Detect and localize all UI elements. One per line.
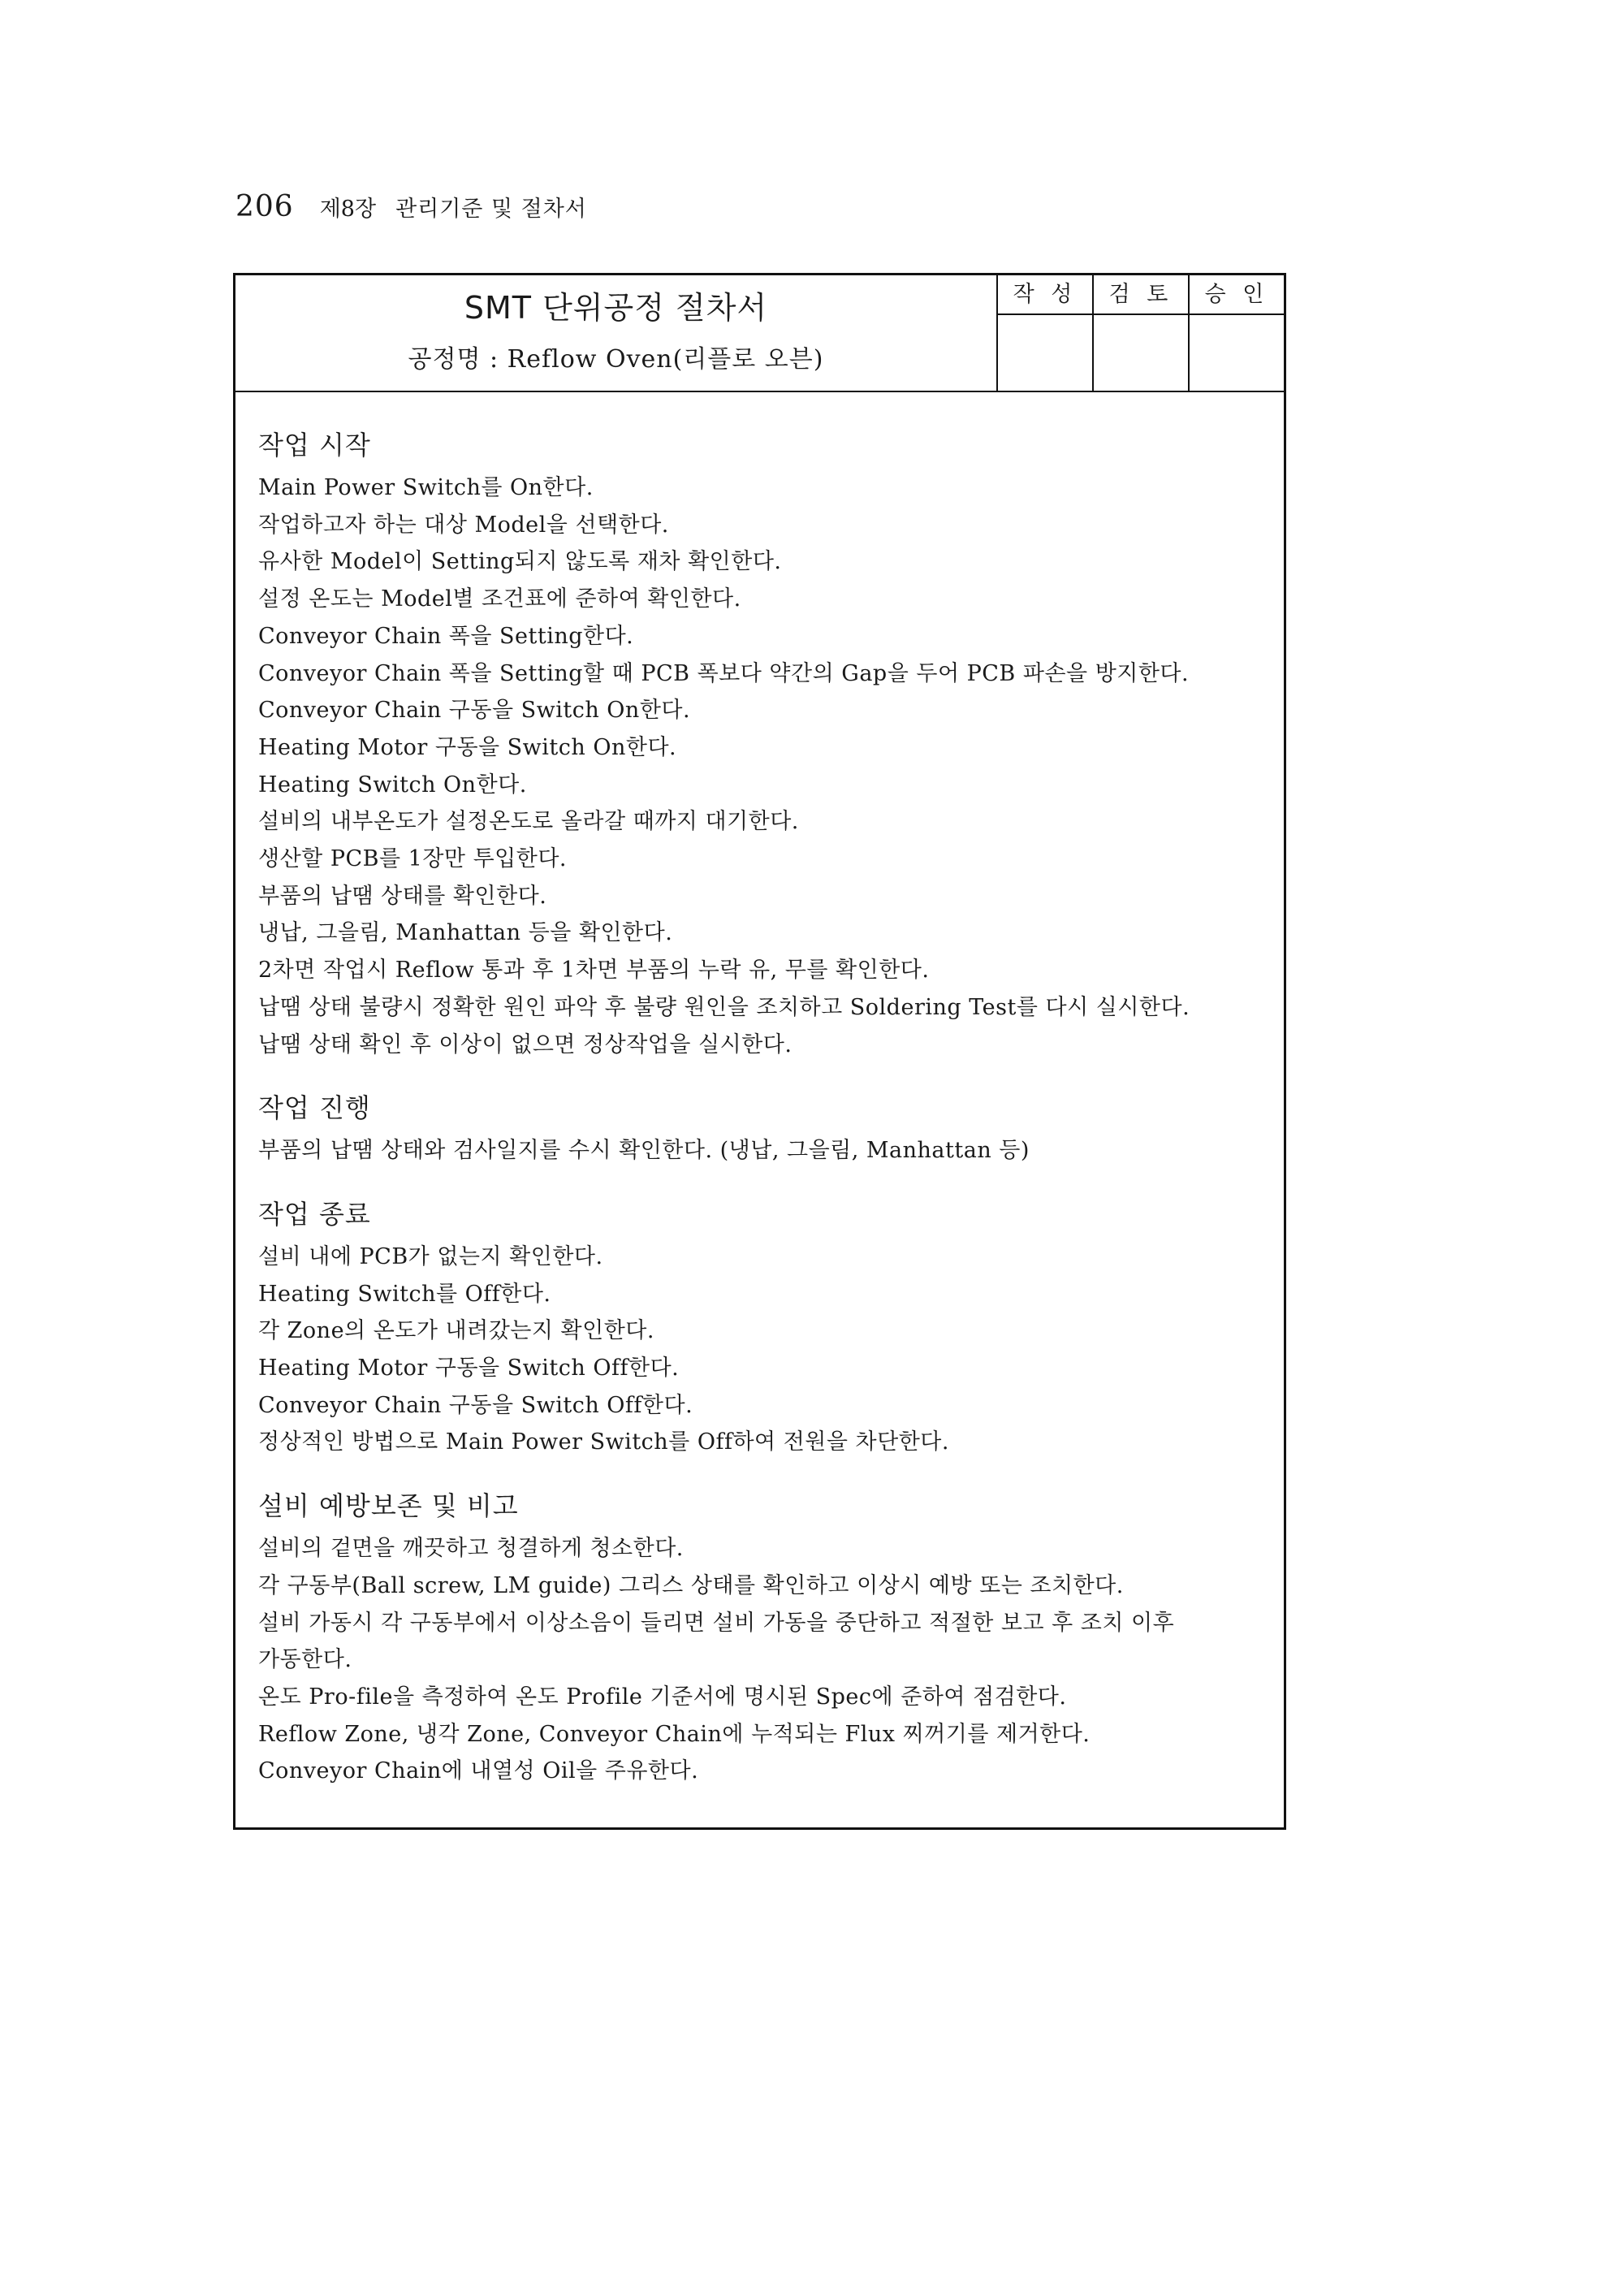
list-item: 생산할 PCB를 1장만 투입한다. xyxy=(258,846,567,872)
list-item: 각 Zone의 온도가 내려갔는지 확인한다. xyxy=(258,1318,654,1344)
section-heading: 작업 종료 xyxy=(258,1198,371,1230)
list-item: 설비의 내부온도가 설정온도로 올라갈 때까지 대기한다. xyxy=(258,809,799,835)
approval-label: 검 토 xyxy=(1094,275,1188,315)
section-heading: 작업 시작 xyxy=(258,430,371,460)
list-item: 유사한 Model이 Setting되지 않도록 재차 확인한다. xyxy=(258,549,782,575)
approval-sign-box xyxy=(1190,315,1284,391)
approval-column-author xyxy=(996,275,1092,391)
list-item: 2차면 작업시 Reflow 통과 후 1차면 부품의 누락 유, 무를 확인한다. xyxy=(258,958,930,984)
list-item: 설정 온도는 Model별 조건표에 준하여 확인한다. xyxy=(258,586,741,612)
section-heading: 설비 예방보존 및 비고 xyxy=(258,1490,519,1522)
section-work-end xyxy=(258,1193,1272,1461)
process-name: 공정명 : Reflow Oven(리플로 오븐) xyxy=(408,345,824,374)
section-heading: 작업 진행 xyxy=(258,1092,371,1124)
list-item: Heating Motor 구동을 Switch Off한다. xyxy=(258,1356,680,1381)
list-item: 납땜 상태 확인 후 이상이 없으면 정상작업을 실시한다. xyxy=(258,1031,793,1057)
section-work-start xyxy=(258,424,1272,1063)
list-item: 설비 가동시 각 구동부에서 이상소음이 들리면 설비 가동을 중단하고 적절한 보고 후 조치 이후 가동한다. xyxy=(258,1610,1175,1673)
list-item: Conveyor Chain에 내열성 Oil을 주유한다. xyxy=(258,1758,699,1784)
list-item: Heating Motor 구동을 Switch On한다. xyxy=(258,734,677,760)
list-item: 작업하고자 하는 대상 Model을 선택한다. xyxy=(258,512,669,538)
list-item: 설비 내에 PCB가 없는지 확인한다. xyxy=(258,1243,603,1269)
form-title: SMT 단위공정 절차서 xyxy=(464,290,768,326)
approval-label: 승 인 xyxy=(1190,275,1284,315)
list-item: 냉납, 그을림, Manhattan 등을 확인한다. xyxy=(258,920,673,946)
list-item: Main Power Switch를 On한다. xyxy=(258,475,594,500)
list-item: 각 구동부(Ball screw, LM guide) 그리스 상태를 확인하고 이상시 예방 또는 조치한다. xyxy=(258,1572,1124,1598)
list-item: Conveyor Chain 폭을 Setting한다. xyxy=(258,623,634,649)
page-header xyxy=(235,190,587,232)
approval-column-review xyxy=(1092,275,1188,391)
procedure-form xyxy=(233,273,1286,1830)
approval-sign-box xyxy=(998,315,1092,391)
list-item: Conveyor Chain 구동을 Switch On한다. xyxy=(258,698,691,724)
list-item: 설비의 겉면을 깨끗하고 청결하게 청소한다. xyxy=(258,1536,684,1562)
form-header xyxy=(235,275,1284,392)
chapter-title: 관리기준 및 절차서 xyxy=(395,197,587,222)
approval-label: 작 성 xyxy=(998,275,1092,315)
approval-sign-box xyxy=(1094,315,1188,391)
list-item: 납땜 상태 불량시 정확한 원인 파악 후 불량 원인을 조치하고 Soldering Test를 다시 실시한다. xyxy=(258,994,1190,1020)
list-item: Conveyor Chain 폭을 Setting할 때 PCB 폭보다 약간의 Gap을 두어 PCB 파손을 방지한다. xyxy=(258,660,1190,686)
list-item: 온도 Pro-file을 측정하여 온도 Profile 기준서에 명시된 Spec에 준하여 점검한다. xyxy=(258,1684,1067,1710)
page-number: 206 xyxy=(235,190,294,223)
list-item: 부품의 납땜 상태와 검사일지를 수시 확인한다. (냉납, 그을림, Manhattan 등) xyxy=(258,1138,1030,1164)
list-item: 부품의 납땜 상태를 확인한다. xyxy=(258,883,547,909)
section-work-progress xyxy=(258,1087,1272,1170)
section-maintenance-notes xyxy=(258,1485,1272,1790)
title-cell xyxy=(235,275,996,391)
list-item: 정상적인 방법으로 Main Power Switch를 Off하여 전원을 차단한다. xyxy=(258,1429,949,1455)
list-item: Conveyor Chain 구동을 Switch Off한다. xyxy=(258,1392,693,1418)
list-item: Heating Switch On한다. xyxy=(258,772,527,798)
list-item: Heating Switch를 Off한다. xyxy=(258,1281,551,1307)
form-body xyxy=(235,392,1284,1827)
approval-column-approve xyxy=(1188,275,1284,391)
list-item: Reflow Zone, 냉각 Zone, Conveyor Chain에 누적되는 Flux 찌꺼기를 제거한다. xyxy=(258,1721,1091,1747)
chapter-label: 제8장 xyxy=(319,197,377,222)
